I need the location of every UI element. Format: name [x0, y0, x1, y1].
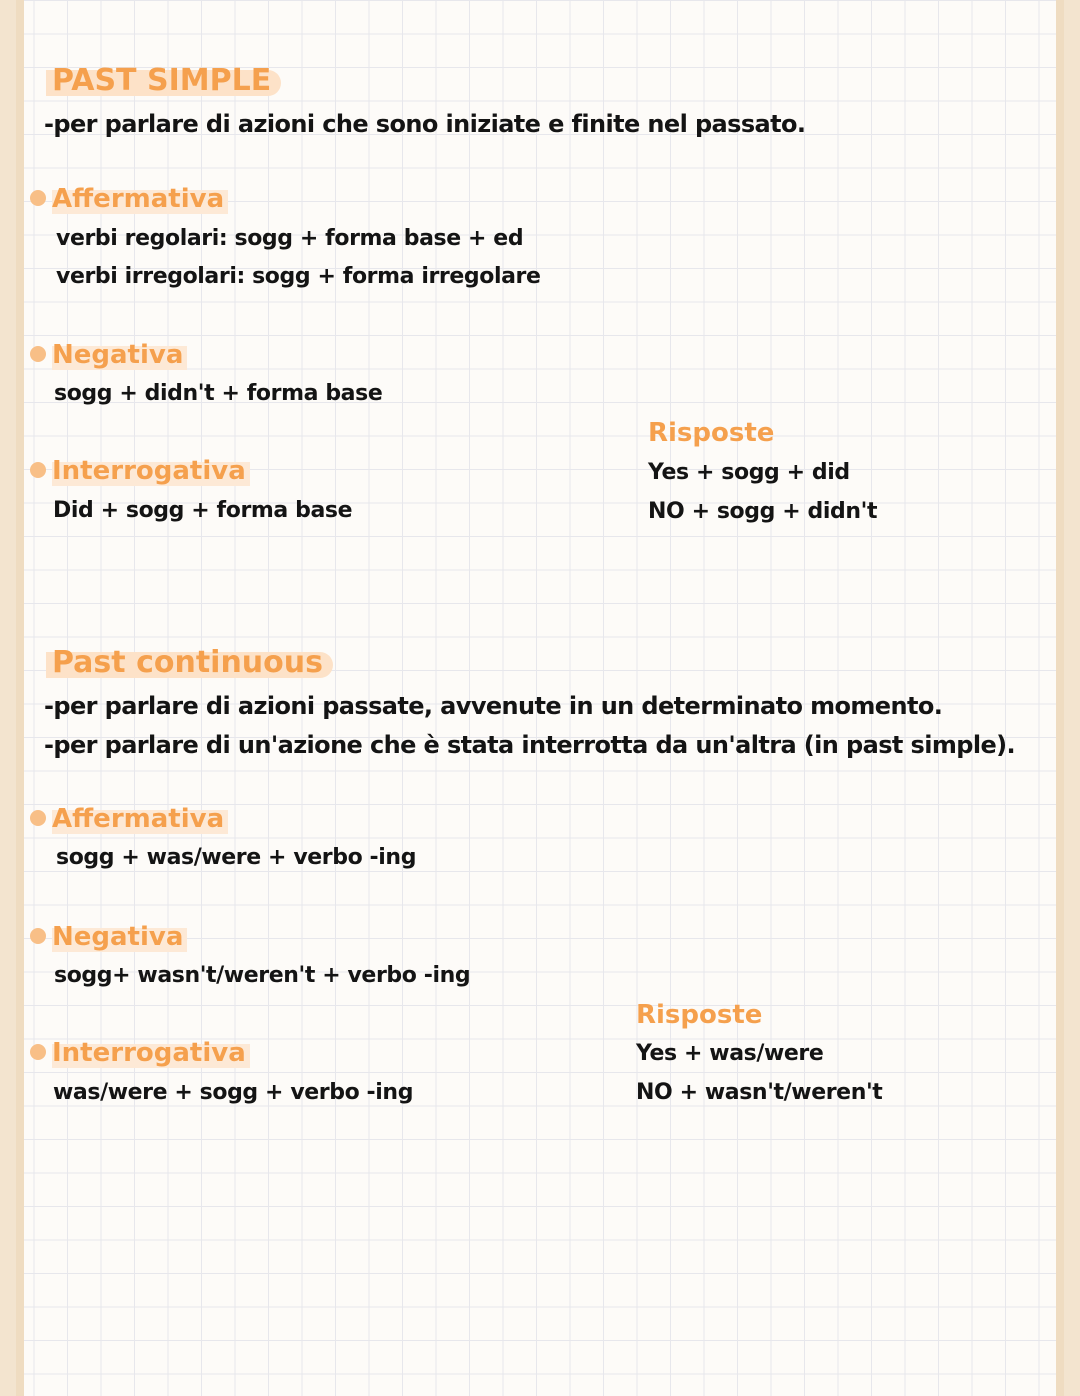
past-continuous-affermativa-line: sogg + was/were + verbo -ing [56, 845, 417, 870]
past-simple-interrogativa-line: Did + sogg + forma base [53, 498, 353, 523]
past-simple-interrogativa-heading: Interrogativa [30, 456, 250, 486]
past-simple-risposte-line: Yes + sogg + did [648, 460, 850, 485]
past-simple-title: PAST SIMPLE [46, 64, 281, 98]
past-simple-affermativa-heading: Affermativa [30, 184, 228, 214]
past-simple-affermativa-line: verbi regolari: sogg + forma base + ed [56, 226, 524, 251]
page-border-right [1056, 0, 1080, 1396]
bullet-dot-icon [30, 346, 46, 362]
bullet-dot-icon [30, 462, 46, 478]
bullet-dot-icon [30, 928, 46, 944]
past-continuous-affermativa-heading: Affermativa [30, 804, 228, 834]
past-continuous-description-line: -per parlare di un'azione che è stata interrotta da un'altra (in past simple). [44, 731, 1016, 759]
past-continuous-interrogativa-line: was/were + sogg + verbo -ing [53, 1080, 414, 1105]
past-continuous-negativa-line: sogg+ wasn't/weren't + verbo -ing [54, 963, 471, 988]
past-continuous-risposte-heading: Risposte [636, 1000, 763, 1030]
past-continuous-risposte-line: NO + wasn't/weren't [636, 1080, 883, 1105]
past-continuous-risposte-line: Yes + was/were [636, 1041, 824, 1066]
past-simple-negativa-heading: Negativa [30, 340, 187, 370]
past-continuous-interrogativa-heading: Interrogativa [30, 1038, 250, 1068]
page-border-left [0, 0, 24, 1396]
past-continuous-negativa-heading: Negativa [30, 922, 187, 952]
past-simple-description: -per parlare di azioni che sono iniziate e finite nel passato. [44, 110, 806, 138]
past-simple-negativa-line: sogg + didn't + forma base [54, 381, 383, 406]
past-continuous-description-line: -per parlare di azioni passate, avvenute in un determinato momento. [44, 692, 943, 720]
past-continuous-title: Past continuous [46, 646, 333, 680]
past-simple-risposte-heading: Risposte [648, 418, 775, 448]
bullet-dot-icon [30, 190, 46, 206]
past-simple-affermativa-line: verbi irregolari: sogg + forma irregolare [56, 264, 541, 289]
bullet-dot-icon [30, 1044, 46, 1060]
bullet-dot-icon [30, 810, 46, 826]
past-simple-risposte-line: NO + sogg + didn't [648, 499, 878, 524]
